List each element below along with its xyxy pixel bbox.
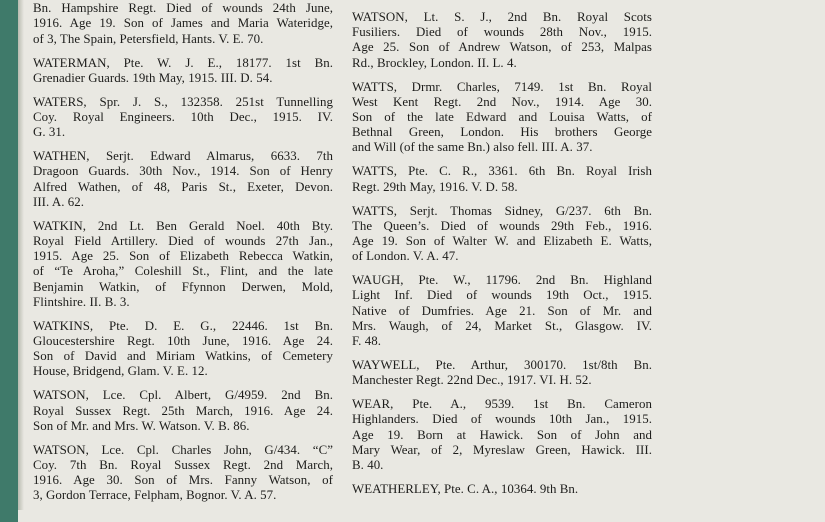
entry-line: Bethnal Green, London. His brothers George	[352, 125, 652, 140]
entry-line: West Kent Regt. 2nd Nov., 1914. Age 30.	[352, 94, 652, 109]
memorial-entry	[352, 482, 652, 497]
entry-line: WATERS, Spr. J. S., 132358. 251st Tunnelling	[33, 94, 333, 109]
entry-line: Royal Field Artillery. Died of wounds 27th Jan.,	[33, 234, 333, 249]
memorial-entry	[33, 219, 333, 310]
entry-line: 1916. Age 19. Son of James and Maria Wateridge,	[33, 16, 333, 31]
entry-line: 1916. Age 30. Son of Mrs. Fanny Watson, of	[33, 473, 333, 488]
memorial-entry	[352, 397, 652, 473]
entry-line: of London. V. A. 47.	[352, 249, 459, 264]
entry-line: WATSON, Lt. S. J., 2nd Bn. Royal Scots	[352, 10, 652, 24]
entry-line: Mary Wear, of 2, Myreslaw Green, Hawick. III.	[352, 442, 652, 457]
entry-line: Rd., Brockley, London. II. L. 4.	[352, 55, 517, 70]
entry-line: WATSON, Lce. Cpl. Charles John, G/434. “C”	[33, 442, 333, 457]
entry-line: Highlanders. Died of wounds 10th Jan., 1915.	[352, 412, 652, 427]
entry-line: Age 25. Son of Andrew Watson, of 253, Malpas	[352, 40, 652, 55]
entry-line: WATTS, Pte. C. R., 3361. 6th Bn. Royal Irish	[352, 164, 652, 179]
entry-line: Flintshire. II. B. 3.	[33, 294, 130, 309]
entry-line: Royal Sussex Regt. 25th March, 1916. Age 24.	[33, 403, 333, 418]
entry-line: Manchester Regt. 22nd Dec., 1917. VI. H. 52.	[352, 373, 592, 388]
entry-line: WATHEN, Serjt. Edward Almarus, 6633. 7th	[33, 149, 333, 164]
entry-line: WAUGH, Pte. W., 11796. 2nd Bn. Highland	[352, 273, 652, 288]
entry-line: Son of David and Miriam Watkins, of Cemetery	[33, 349, 333, 364]
entry-line: Son of Mr. and Mrs. W. Watson. V. B. 86.	[33, 418, 250, 433]
memorial-entry	[352, 164, 652, 194]
entry-line: and Will (of the same Bn.) also fell. III. A. 37.	[352, 140, 593, 155]
entry-line: Bn. Hampshire Regt. Died of wounds 24th June,	[33, 1, 333, 16]
entry-line: F. 48.	[352, 334, 381, 349]
entry-line: Regt. 29th May, 1916. V. D. 58.	[352, 179, 518, 194]
entry-line: Grenadier Guards. 19th May, 1915. III. D. 54.	[33, 70, 273, 85]
entry-line: WATTS, Drmr. Charles, 7149. 1st Bn. Royal	[352, 79, 652, 94]
entry-line: WATSON, Lce. Cpl. Albert, G/4959. 2nd Bn.	[33, 388, 333, 403]
memorial-entry	[33, 56, 333, 86]
entry-line: Benjamin Watkin, of Ffynnon Derwen, Mold,	[33, 279, 333, 294]
entry-line: B. 40.	[352, 458, 384, 473]
memorial-entry	[352, 10, 652, 71]
left-column	[33, 0, 333, 512]
entry-line	[352, 0, 652, 1]
entry-line: of “Te Aroha,” Coleshill St., Flint, and the late	[33, 264, 333, 279]
entry-line: WAYWELL, Pte. Arthur, 300170. 1st/8th Bn.	[352, 358, 652, 373]
page-shadow-edge	[18, 0, 24, 510]
memorial-entry	[352, 0, 652, 1]
entry-line: WATKINS, Pte. D. E. G., 22446. 1st Bn.	[33, 318, 333, 333]
entry-line: G. 31.	[33, 125, 66, 140]
memorial-entry	[33, 95, 333, 141]
entry-line: Son of the late Edward and Louisa Watts, of	[352, 110, 652, 125]
entry-line: Light Inf. Died of wounds 19th Oct., 1915.	[352, 288, 652, 303]
memorial-entry	[352, 358, 652, 388]
entry-line: Fusiliers. Died of wounds 28th Nov., 1915.	[352, 25, 652, 40]
entry-line: WATERMAN, Pte. W. J. E., 18177. 1st Bn.	[33, 55, 333, 70]
entry-line: Alfred Wathen, of 48, Paris St., Exeter, Devon.	[33, 179, 333, 194]
entry-line: The Queen’s. Died of wounds 29th Feb., 1916.	[352, 218, 652, 233]
entry-line: Age 19. Son of Walter W. and Elizabeth E. Watts,	[352, 234, 652, 249]
right-column	[352, 0, 652, 506]
memorial-entry	[33, 443, 333, 504]
memorial-entry	[33, 0, 333, 47]
entry-line: WATKIN, 2nd Lt. Ben Gerald Noel. 40th Bty.	[33, 218, 333, 233]
entry-line: Mrs. Waugh, of 24, Market St., Glasgow. IV.	[352, 318, 652, 333]
entry-line: WEAR, Pte. A., 9539. 1st Bn. Cameron	[352, 397, 652, 412]
entry-line: WATTS, Serjt. Thomas Sidney, G/237. 6th Bn.	[352, 203, 652, 218]
entry-line: WEATHERLEY, Pte. C. A., 10364. 9th Bn.	[352, 482, 579, 497]
entry-line: of 3, The Spain, Petersfield, Hants. V. E. 70.	[33, 31, 264, 46]
memorial-entry	[33, 149, 333, 210]
memorial-entry	[33, 388, 333, 434]
memorial-entry	[33, 319, 333, 380]
entry-line: Age 19. Born at Hawick. Son of John and	[352, 427, 652, 442]
entry-line: 3, Gordon Terrace, Felpham, Bognor. V. A. 57.	[33, 488, 277, 503]
entry-line: Coy. 7th Bn. Royal Sussex Regt. 2nd March,	[33, 458, 333, 473]
entry-line: III. A. 62.	[33, 194, 85, 209]
entry-line: Coy. Royal Engineers. 10th Dec., 1915. IV.	[33, 110, 333, 125]
entry-line: Native of Dumfries. Age 21. Son of Mr. and	[352, 303, 652, 318]
memorial-entry	[352, 273, 652, 349]
entry-line: Dragoon Guards. 30th Nov., 1914. Son of Henry	[33, 164, 333, 179]
memorial-entry	[352, 204, 652, 265]
memorial-entry	[352, 80, 652, 156]
entry-line: Gloucestershire Regt. 10th June, 1916. Age 24.	[33, 334, 333, 349]
entry-line: House, Bridgend, Glam. V. E. 12.	[33, 364, 208, 379]
entry-line: 1915. Age 25. Son of Elizabeth Rebecca Watkin,	[33, 249, 333, 264]
